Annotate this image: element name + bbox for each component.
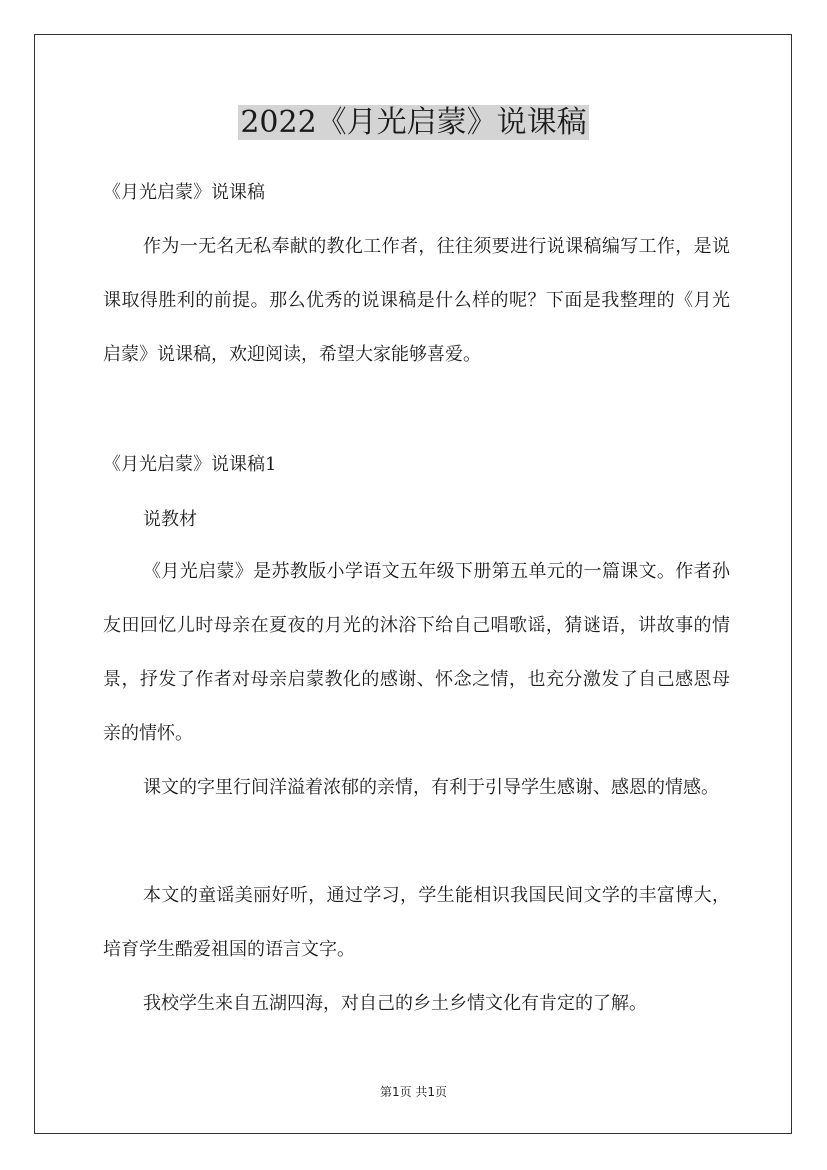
document-title-text: 2022《月光启蒙》说课稿 — [240, 105, 587, 140]
section-label: 说教材 — [143, 509, 197, 530]
paragraph-emotion: 课文的字里行间洋溢着浓郁的亲情，有利于引导学生感谢、感恩的情感。 — [143, 777, 719, 798]
intro-paragraph: 作为一无名无私奉献的教化工作者，往往须要进行说课稿编写工作，是说课取得胜利的前提。那么优秀的说课稿是什么样的呢？下面是我整理的《月光启蒙》说课稿，欢迎阅读，希望大家能够喜爱。 — [103, 236, 730, 365]
paragraph-textbook: 《月光启蒙》是苏教版小学语文五年级下册第五单元的一篇课文。作者孙友田回忆儿时母亲在夏夜的月光的沐浴下给自己唱歌谣，猜谜语，讲故事的情景，抒发了作者对母亲启蒙教化的感谢、怀念之情，也充分激发了自己感恩母亲的情怀。 — [103, 561, 730, 744]
paragraph-students: 我校学生来自五湖四海，对自己的乡土乡情文化有肯定的了解。 — [143, 993, 647, 1014]
subheading-intro: 《月光启蒙》说课稿 — [103, 182, 265, 203]
subheading-section-1: 《月光启蒙》说课稿1 — [103, 454, 277, 475]
paragraph-nursery-rhymes: 本文的童谣美丽好听，通过学习，学生能相识我国民间文学的丰富博大，培育学生酷爱祖国的语言文字。 — [103, 885, 730, 960]
page-footer: 第1页 共1页 — [379, 1085, 448, 1099]
document-title — [0, 101, 827, 145]
